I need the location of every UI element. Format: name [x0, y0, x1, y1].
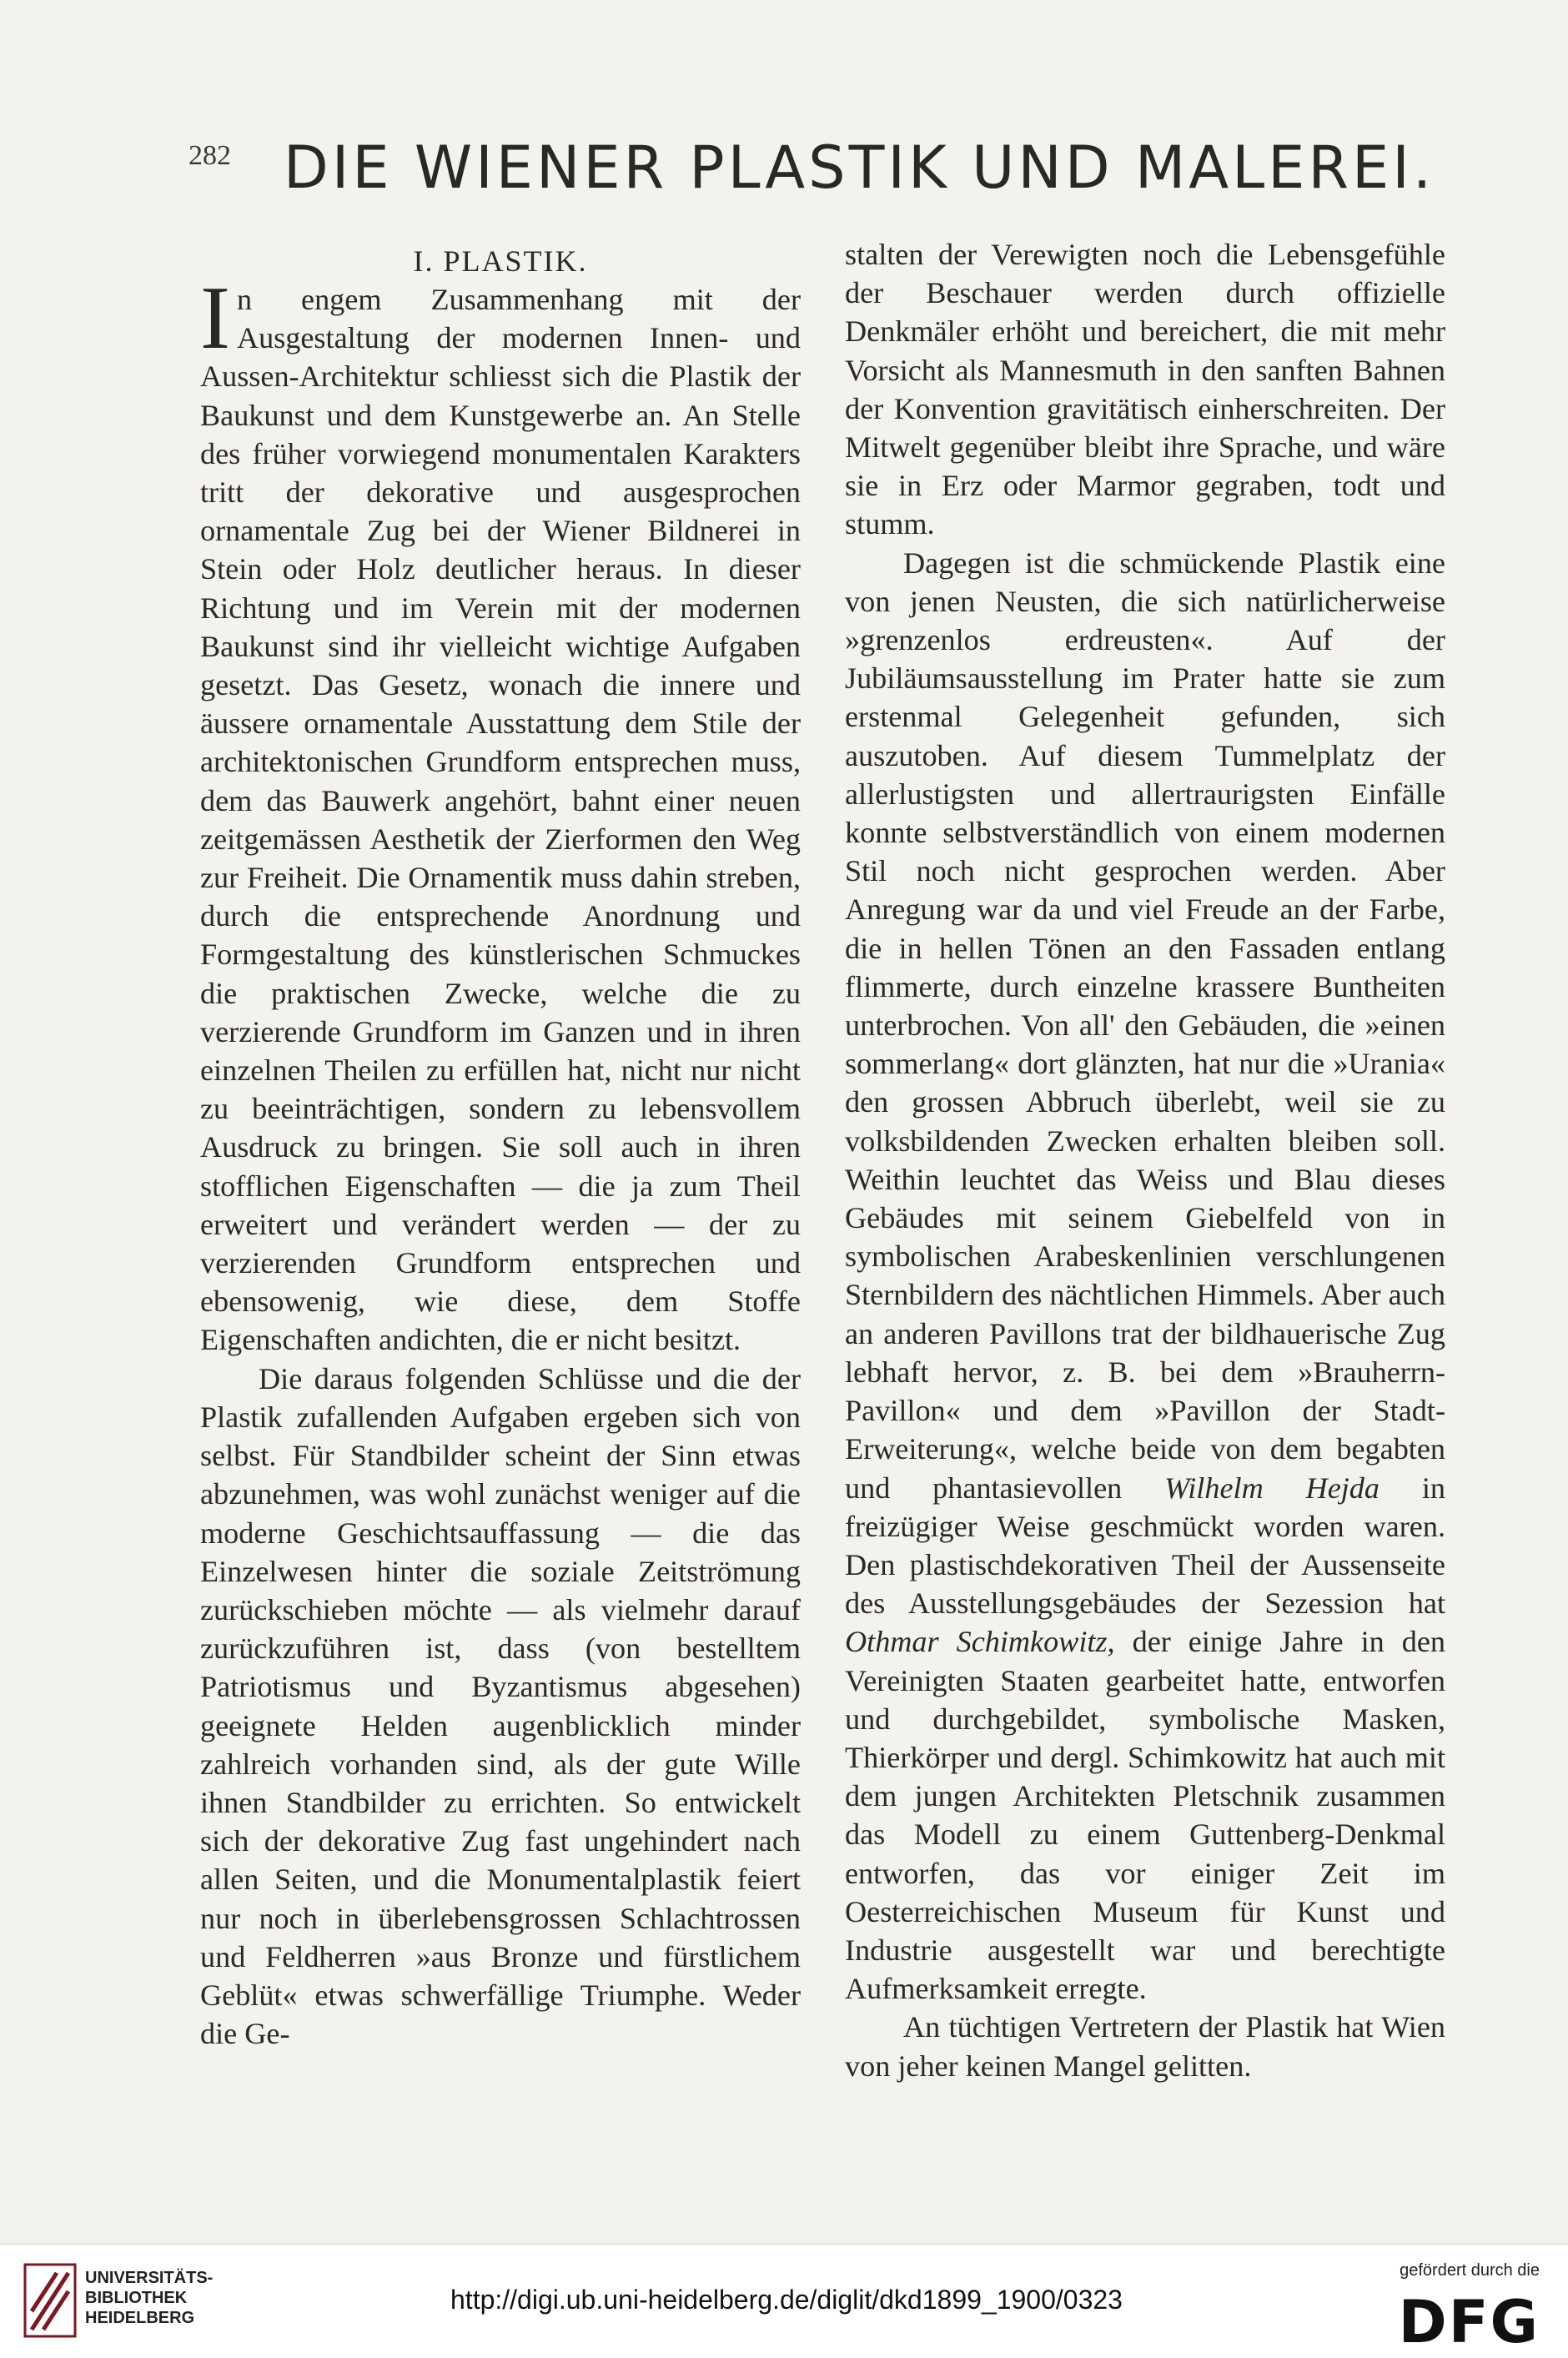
page-title: DIE WIENER PLASTIK UND MALEREI. — [283, 133, 1435, 202]
footer-bar — [0, 2244, 1568, 2358]
permalink-url[interactable]: http://digi.ub.uni-heidelberg.de/diglit/dkd1899_1900/0323 — [450, 2285, 1123, 2315]
paragraph-3 — [845, 544, 1445, 2009]
paragraph-1-text: n engem Zusammenhang mit der Ausgestaltung der modernen Innen- und Aussen-Architektur schliesst sich die Plastik der Baukunst und dem Kunstgewerbe an. An Stelle des früher vorwiegend monumentalen Karakters tritt der dekorative und ausgesprochen ornamentale Zug bei der Wiener Bildnerei in Stein oder Holz deutlicher heraus. In dieser Richtung und im Verein mit der modernen Baukunst sind ihr vielleicht wichtige Aufgaben gesetzt. Das Gesetz, wonach die innere und äussere ornamentale Ausstattung dem Stile der architektonischen Grundform entsprechen muss, dem das Bauwerk angehört, bahnt einer neuen zeitgemässen Aesthetik der Zierformen den Weg zur Freiheit. Die Ornamentik muss dahin streben, durch die entsprechende Anordnung und Formgestaltung des künstlerischen Schmuckes die praktischen Zwecke, welche die zu verzierende Grundform im Ganzen und in ihren einzelnen Theilen zu erfüllen hat, nicht nur nicht zu beeinträchtigen, sondern zu lebensvollem Ausdruck zu bringen. Sie soll auch in ihren stofflichen Eigenschaften — die ja zum Theil erweitert und verändert werden — der zu verzierenden Grundform entsprechen und ebensowenig, wie diese, dem Stoffe Eigenschaften andichten, die er nicht besitzt. — [200, 283, 801, 1357]
paragraph-4: An tüchtigen Vertretern der Plastik hat Wien von jeher keinen Mangel gelitten. — [845, 2010, 1445, 2083]
left-column — [200, 242, 801, 2053]
artist-name-schimkowitz: Othmar Schimkowitz, — [845, 1625, 1115, 1659]
page-number: 282 — [188, 140, 231, 171]
section-heading: I. PLASTIK. — [413, 244, 588, 278]
artist-name-hejda: Wilhelm Hejda — [1164, 1471, 1380, 1505]
library-line: HEIDELBERG — [85, 2309, 195, 2327]
library-logo-icon — [23, 2263, 77, 2338]
right-column — [845, 235, 1445, 2085]
paragraph-3-text-a: Dagegen ist die schmückende Plastik eine von jenen Neusten, die sich natürlicherweise »grenzenlos erdreusten«. Auf der Jubiläumsausstellung im Prater hatte sie zum erstenmal Gelegenheit gefunden, sich auszutoben. Auf diesem Tummelplatz der allerlustigsten und allertraurigsten Einfälle konnte selbstverständlich von einem modernen Stil noch nicht gesprochen werden. Aber Anregung war da und viel Freude an der Farbe, die in hellen Tönen an den Fassaden entlang flimmerte, durch einzelne krassere Buntheiten unterbrochen. Von all' den Gebäuden, die »einen sommerlang« dort glänzten, hat nur die »Urania« den grossen Abbruch überlebt, weil sie zu volksbildenden Zwecken erhalten bleiben soll. Weithin leuchtet das Weiss und Blau dieses Gebäudes mit seinem Giebelfeld von in symbolischen Arabeskenlinien verschlungenen Sternbildern des nächtlichen Himmels. Aber auch an anderen Pavillons trat der bildhauerische Zug lebhaft hervor, z. B. bei dem »Brauherrn-Pavillon« und dem »Pavillon der Stadt-Erweiterung«, welche beide von dem begabten und phantasievollen — [845, 546, 1445, 1505]
dfg-logo: DFG — [1398, 2288, 1540, 2356]
paragraph-3-text-b: in freizügiger Weise geschmückt worden waren. Den plastischdekorativen Theil der Aussenseite des Ausstellungsgebäudes der Sezession hat — [845, 1471, 1446, 1621]
paragraph-2: Die daraus folgenden Schlüsse und die der Plastik zufallenden Aufgaben ergeben sich von selbst. Für Standbilder scheint der Sinn etwas abzunehmen, was wohl zunächst weniger auf die moderne Geschichtsauffassung — die das Einzelwesen hinter die soziale Zeitströmung zurückschieben möchte — als vielmehr darauf zurückzuführen ist, dass (von bestelltem Patriotismus und Byzantismus abgesehen) geeignete Helden augenblicklich minder zahlreich vorhanden sind, als der gute Wille ihnen Standbilder zu errichten. So entwickelt sich der dekorative Zug fast ungehindert nach allen Seiten, und die Monumentalplastik feiert nur noch in überlebensgrossen Schlachtrossen und Feldherren »aus Bronze und fürstlichem Geblüt« etwas schwerfällige Triumphe. Weder die Ge- — [200, 1361, 801, 2051]
library-name — [85, 2268, 213, 2328]
funding-note: gefördert durch die — [1400, 2261, 1540, 2280]
library-line: BIBLIOTHEK — [85, 2289, 188, 2307]
drop-cap: I — [200, 269, 230, 368]
library-line: UNIVERSITÄTS- — [85, 2269, 214, 2287]
paragraph-1 — [200, 269, 801, 1360]
paragraph-3-text-c: der einige Jahre in den Vereinigten Staaten gearbeitet hatte, entworfen und durchgebildet, symbolische Masken, Thierkörper und dergl. Schimkowitz hat auch mit dem jungen Architekten Pletschnik zusammen das Modell zu einem Guttenberg-Denkmal entworfen, das vor einiger Zeit im Oesterreichischen Museum für Kunst und Industrie ausgestellt war und berechtigte Aufmerksamkeit erregte. — [845, 1625, 1446, 2006]
paragraph-continued: stalten der Verewigten noch die Lebensgefühle der Beschauer werden durch offizielle Denkmäler erhöht und bereichert, die mit mehr Vorsicht als Mannesmuth in den sanften Bahnen der Konvention gravitätisch einherschreiten. Der Mitwelt gegenüber bleibt ihre Sprache, und wäre sie in Erz oder Marmor gegraben, todt und stumm. — [845, 238, 1445, 541]
